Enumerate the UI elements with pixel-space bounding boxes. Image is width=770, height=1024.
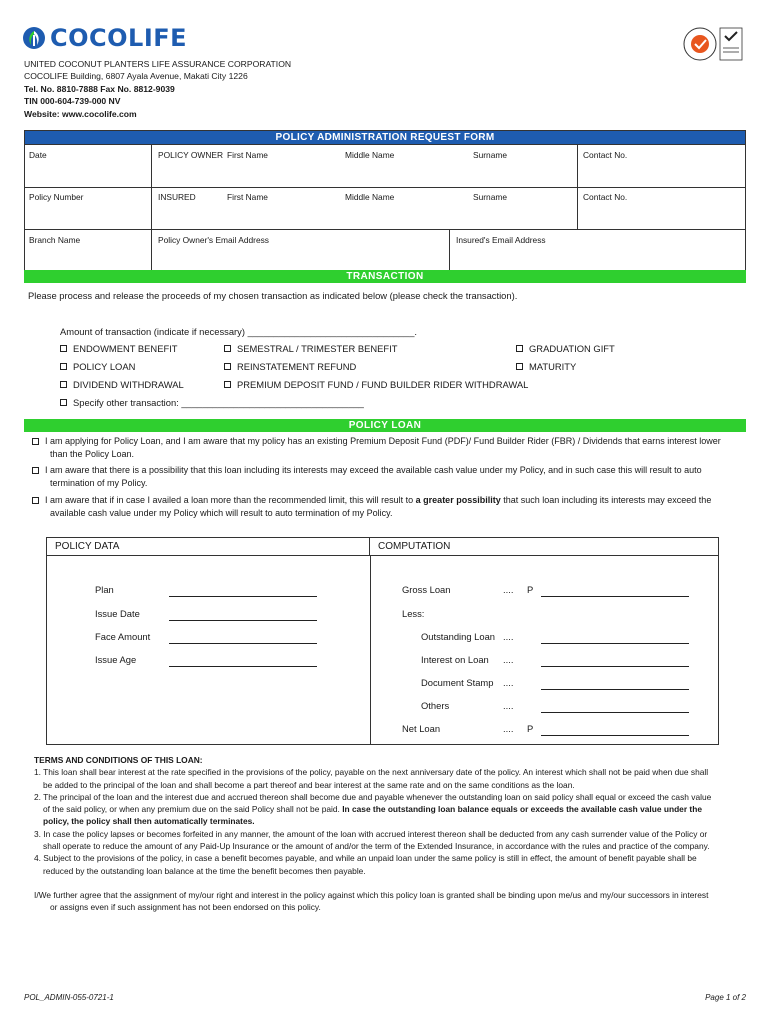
option-pdf-fbr-withdrawal[interactable]: PREMIUM DEPOSIT FUND / FUND BUILDER RIDER WITHDRAWAL [224,379,528,390]
policy-number-field[interactable]: Policy Number [29,192,84,202]
form-title: POLICY ADMINISTRATION REQUEST FORM [25,131,745,144]
insured-surname-field[interactable]: Surname [473,192,507,202]
transaction-instruction: Please process and release the proceeds of my chosen transaction as indicated below (please check the transaction). [28,290,518,301]
owner-first-name-field[interactable]: First Name [227,150,268,160]
cocolife-logo [22,24,187,52]
page-number: Page 1 of 2 [705,993,746,1002]
face-amount-field[interactable] [169,643,317,644]
document-stamp-field[interactable] [541,689,689,690]
interest-on-loan-dots: .... [503,654,514,665]
outstanding-loan-dots: .... [503,631,514,642]
checkbox[interactable] [224,363,231,370]
checkbox[interactable] [32,467,39,474]
document-stamp-label: Document Stamp [421,677,494,688]
net-loan-label: Net Loan [402,723,441,734]
terms-heading: TERMS AND CONDITIONS OF THIS LOAN: [34,755,203,765]
checkbox[interactable] [224,381,231,388]
plan-field[interactable] [169,596,317,597]
company-info [24,58,291,120]
insured-middle-name-field[interactable]: Middle Name [345,192,395,202]
face-amount-label: Face Amount [95,631,151,642]
net-loan-dots: .... [503,723,514,734]
company-phone: Tel. No. 8810-7888 Fax No. 8812-9039 [24,83,175,94]
issue-age-label: Issue Age [95,654,137,665]
company-name: UNITED COCONUT PLANTERS LIFE ASSURANCE CORPORATION [24,59,292,69]
option-dividend-withdrawal[interactable]: DIVIDEND WITHDRAWAL [60,379,184,390]
net-loan-peso: P [527,723,534,734]
outstanding-loan-label: Outstanding Loan [421,631,496,642]
option-endowment-benefit[interactable]: ENDOWMENT BENEFIT [60,343,178,354]
policy-data-heading: POLICY DATA [47,538,370,556]
owner-surname-field[interactable]: Surname [473,150,507,160]
palm-leaf-icon [22,26,46,50]
transaction-heading: TRANSACTION [24,270,746,283]
insured-label: INSURED [158,192,196,202]
company-address: COCOLIFE Building, 6807 Ayala Avenue, Makati City 1226 [24,71,248,82]
gross-loan-field[interactable] [541,596,689,597]
option-semestral-benefit[interactable]: SEMESTRAL / TRIMESTER BENEFIT [224,343,397,354]
issue-date-field[interactable] [169,620,317,621]
document-stamp-dots: .... [503,677,514,688]
option-other-transaction[interactable]: Specify other transaction: ___________________________________ [60,397,364,408]
checkbox[interactable] [60,399,67,406]
checkbox[interactable] [516,363,523,370]
date-field[interactable]: Date [29,150,47,160]
loan-statement-1: I am applying for Policy Loan, and I am aware that my policy has an existing Premium Deposit Fund (PDF)/ Fund Builder Rider (FBR) / Dividends that earns interest lower than the Policy Loan. [32,435,746,461]
checkbox[interactable] [32,438,39,445]
checkbox[interactable] [60,345,67,352]
insured-first-name-field[interactable]: First Name [227,192,268,202]
company-tin: TIN 000-604-739-000 NV [24,96,121,107]
interest-on-loan-label: Interest on Loan [421,654,489,665]
insured-email-field[interactable]: Insured's Email Address [456,235,546,245]
loan-statement-3: I am aware that if in case I availed a loan more than the recommended limit, this will result to a greater possibility that such loan including its interests may exceed the available cash value under my Policy which will result to auto termination of my Policy. [32,494,746,520]
policy-owner-label: POLICY OWNER [158,150,223,160]
gross-loan-label: Gross Loan [402,584,451,595]
option-reinstatement-refund[interactable]: REINSTATEMENT REFUND [224,361,356,372]
brand-name: COCOLIFE [50,24,188,52]
checkbox[interactable] [32,497,39,504]
owner-email-field[interactable]: Policy Owner's Email Address [158,235,269,245]
plan-label: Plan [95,584,114,595]
agreement-text: I/We further agree that the assignment of my/our right and interest in the policy against which this policy loan is granted shall be binding upon me/us and my/our successors in interest [34,889,709,900]
issue-age-field[interactable] [169,666,317,667]
issue-date-label: Issue Date [95,608,140,619]
checkbox[interactable] [60,363,67,370]
owner-contact-field[interactable]: Contact No. [583,150,628,160]
others-dots: .... [503,700,514,711]
transaction-amount[interactable]: Amount of transaction (indicate if necessary) ________________________________. [60,326,418,337]
option-graduation-gift[interactable]: GRADUATION GIFT [516,343,615,354]
gross-loan-dots: .... [503,584,514,595]
checkbox[interactable] [60,381,67,388]
owner-middle-name-field[interactable]: Middle Name [345,150,395,160]
option-maturity[interactable]: MATURITY [516,361,576,372]
sgs-certification-seal-icon [680,22,746,66]
terms-and-conditions: TERMS AND CONDITIONS OF THIS LOAN: 1. This loan shall bear interest at the rate specified in the provisions of the policy, payable on the next anniversary date of the policy. An interest which shall not be paid when due shall be added to the principal of the loan and shall become a part thereof and bear interest at the same rate and on the same conditions as the loan. 2. The principal of the loan and the interest due and accrued thereon shall become due and payable whenever the outstanding loan on said policy shall equal or exceed the cash value of the said policy, or when any premium due on the said Policy shall not be paid. In case the outstanding loan balance equals or exceeds the available cash value under the policy, the policy shall then automatically terminates. 3. In case the policy lapses or becomes forfeited in any manner, the amount of the loan with accrued interest thereon shall be deducted from any cash surrender value of the Policy or shall operate to reduce the amount of any Paid-Up Insurance or the amount of and/or the term of the Extended Insurance, in accordance with the rules and practice of the company. 4. Subject to the provisions of the policy, in case a benefit becomes payable, and while an unpaid loan under the same policy is still in effect, the amount of benefit payable shall be reduced by the outstanding loan balance at the time the benefit becomes then payable. I/We further agree that the assignment of my/our right and interest in the policy against which this policy loan is granted shall be binding upon me/us and my/our successors in interest or assigns even if such assignment has not been endorsed on this policy. [34,754,746,914]
interest-on-loan-field[interactable] [541,666,689,667]
insured-contact-field[interactable]: Contact No. [583,192,628,202]
others-field[interactable] [541,712,689,713]
loan-statement-2: I am aware that there is a possibility that this loan including its interests may exceed the available cash value under my Policy, and in such case this will result to auto termination of my Policy. [32,464,746,490]
branch-name-field[interactable]: Branch Name [29,235,81,245]
less-label: Less: [402,608,425,619]
form-code: POL_ADMIN-055-0721-1 [24,993,114,1002]
outstanding-loan-field[interactable] [541,643,689,644]
company-website: Website: www.cocolife.com [24,108,137,119]
net-loan-field[interactable] [541,735,689,736]
form-grid [25,144,745,272]
policy-loan-heading: POLICY LOAN [24,419,746,432]
checkbox[interactable] [516,345,523,352]
gross-loan-peso: P [527,584,534,595]
option-policy-loan[interactable]: POLICY LOAN [60,361,135,372]
others-label: Others [421,700,450,711]
computation-heading: COMPUTATION [370,538,718,556]
checkbox[interactable] [224,345,231,352]
policy-computation-panel [46,537,719,745]
request-form-header [24,130,746,273]
